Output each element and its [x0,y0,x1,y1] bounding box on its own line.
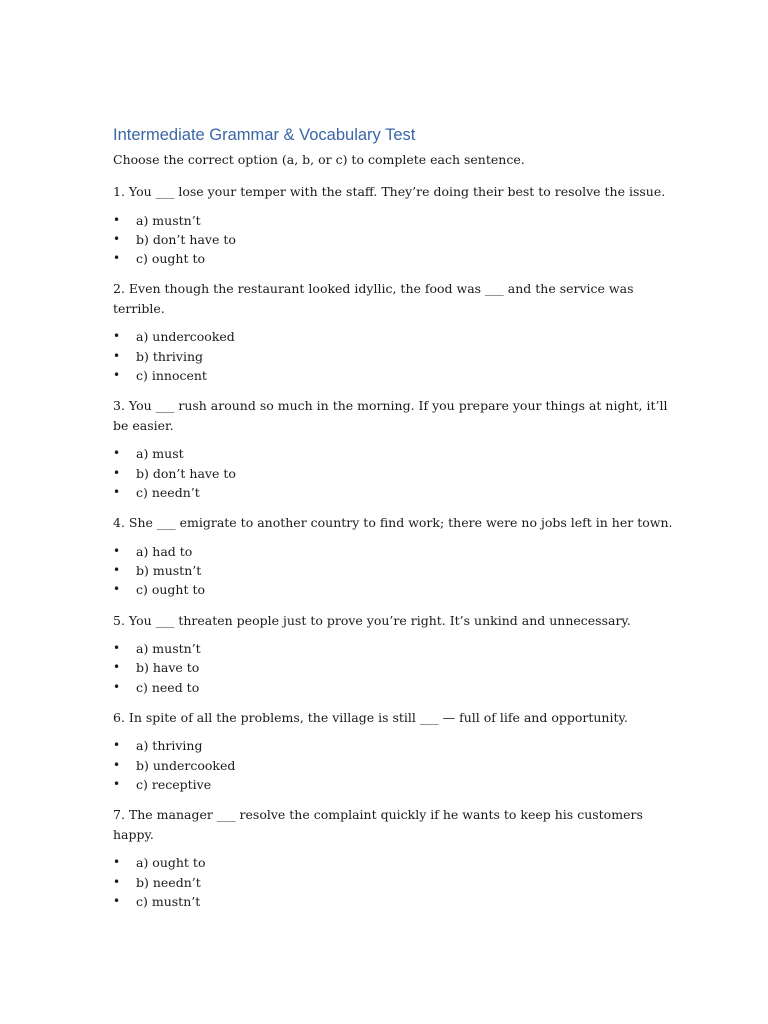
question-list [113,182,673,911]
bullet-icon: • [113,329,121,344]
option-item [113,249,673,268]
bullet-icon: • [113,874,121,889]
option-item [113,542,673,561]
option-text: b) mustn’t [136,562,202,578]
option-list [113,853,673,911]
option-item [113,366,673,385]
option-text: c) need to [136,679,200,695]
option-list [113,327,673,385]
question-5 [113,611,673,697]
option-item [113,580,673,599]
option-text: a) had to [136,543,193,559]
instructions-text: Choose the correct option (a, b, or c) to complete each sentence. [113,152,525,167]
bullet-icon: • [113,582,121,597]
option-item [113,756,673,775]
option-text: a) ought to [136,855,206,871]
option-item [113,483,673,502]
question-3 [113,396,673,502]
option-item [113,775,673,794]
option-text: c) receptive [136,777,212,793]
option-item [113,639,673,658]
option-text: b) undercooked [136,757,236,773]
bullet-icon: • [113,231,121,246]
option-list [113,444,673,502]
option-item [113,736,673,755]
question-4 [113,513,673,599]
question-text: 7. The manager ___ resolve the complaint quickly if he wants to keep his customers happy. [113,807,643,842]
option-text: c) innocent [136,367,207,383]
option-item [113,464,673,483]
bullet-icon: • [113,465,121,480]
bullet-icon: • [113,738,121,753]
option-list [113,639,673,697]
option-item [113,444,673,463]
option-item [113,347,673,366]
bullet-icon: • [113,367,121,382]
question-2 [113,279,673,385]
option-text: c) ought to [136,582,206,598]
bullet-icon: • [113,757,121,772]
option-item [113,327,673,346]
option-text: b) needn’t [136,874,201,890]
option-item [113,211,673,230]
bullet-icon: • [113,446,121,461]
bullet-icon: • [113,679,121,694]
question-7 [113,805,673,911]
option-list [113,211,673,269]
bullet-icon: • [113,484,121,499]
bullet-icon: • [113,641,121,656]
option-item [113,230,673,249]
option-item [113,853,673,872]
bullet-icon: • [113,777,121,792]
option-item [113,561,673,580]
option-text: b) don’t have to [136,231,236,247]
option-text: b) don’t have to [136,465,236,481]
option-text: a) mustn’t [136,641,201,657]
option-text: c) needn’t [136,484,200,500]
question-1 [113,182,673,268]
bullet-icon: • [113,348,121,363]
bullet-icon: • [113,660,121,675]
bullet-icon: • [113,855,121,870]
option-text: c) ought to [136,251,206,267]
option-item [113,658,673,677]
bullet-icon: • [113,543,121,558]
option-text: b) thriving [136,348,204,364]
bullet-icon: • [113,893,121,908]
document-title: Intermediate Grammar & Vocabulary Test [113,126,416,144]
option-item [113,873,673,892]
option-item [113,678,673,697]
document-page [113,124,673,922]
question-text: 1. You ___ lose your temper with the staff. They’re doing their best to resolve the issue. [113,184,666,199]
question-text: 6. In spite of all the problems, the village is still ___ — full of life and opportunity. [113,709,628,725]
option-text: b) have to [136,660,200,676]
question-6 [113,708,673,794]
question-text: 2. Even though the restaurant looked idyllic, the food was ___ and the service was terrible. [113,281,634,316]
question-text: 3. You ___ rush around so much in the morning. If you prepare your things at night, it’ll be easier. [113,398,668,433]
option-list [113,736,673,794]
bullet-icon: • [113,251,121,266]
option-text: a) undercooked [136,329,235,345]
question-text: 4. She ___ emigrate to another country to find work; there were no jobs left in her town. [113,515,673,531]
option-text: c) mustn’t [136,893,201,909]
option-text: a) must [136,446,184,462]
question-text: 5. You ___ threaten people just to prove you’re right. It’s unkind and unnecessary. [113,612,631,628]
option-list [113,542,673,600]
bullet-icon: • [113,212,121,227]
option-text: a) thriving [136,738,203,754]
option-item [113,892,673,911]
bullet-icon: • [113,562,121,577]
option-text: a) mustn’t [136,212,201,228]
